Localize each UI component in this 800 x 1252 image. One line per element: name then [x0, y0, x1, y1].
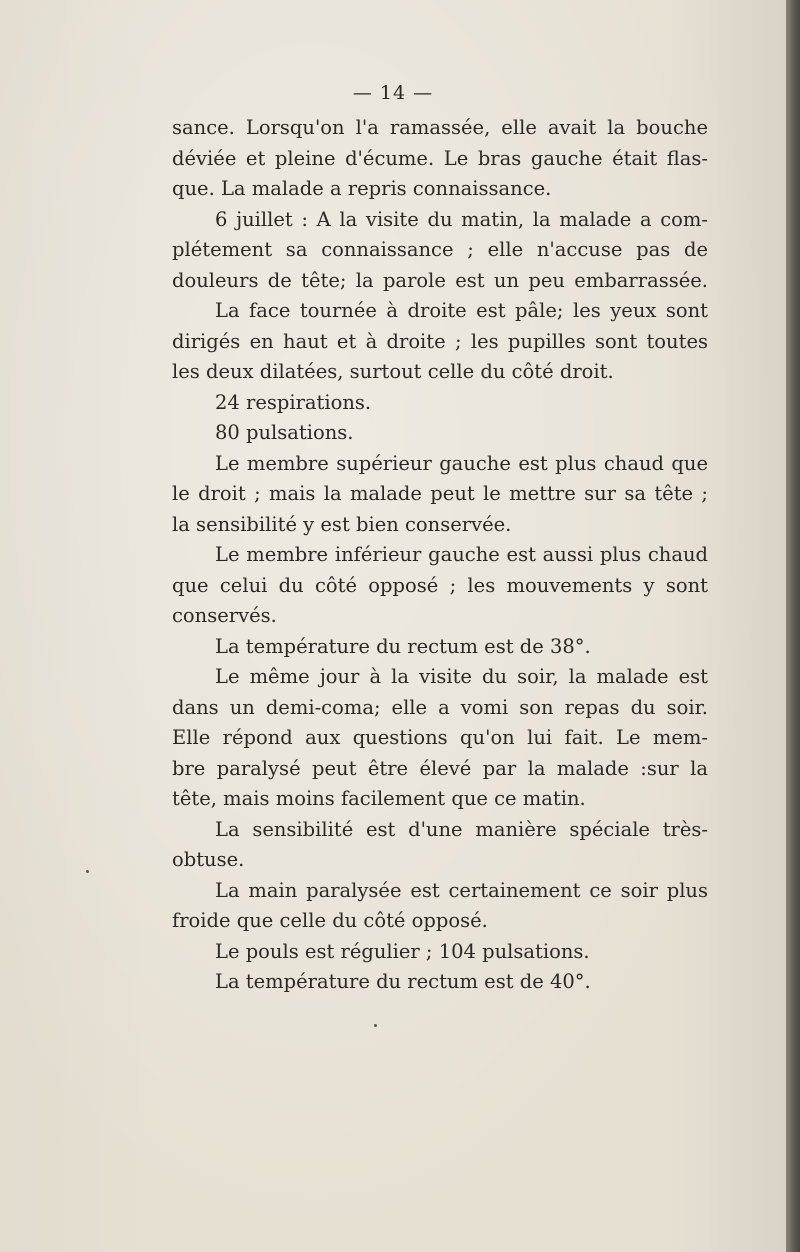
text-line: déviée et pleine d'écume. Le bras gauche était flas- — [172, 146, 708, 170]
ink-speck — [374, 1024, 377, 1027]
text-line: plétement sa connaissance ; elle n'accuse pas de — [172, 238, 708, 261]
text-line: que. La malade a repris connaissance. — [172, 177, 552, 200]
text-line: 24 respirations. — [215, 390, 372, 414]
text-line: Elle répond aux questions qu'on lui fait. Le mem- — [172, 726, 708, 749]
body-text — [172, 113, 708, 998]
text-line: sance. Lorsqu'on l'a ramassée, elle avait la bouche — [172, 116, 708, 139]
text-line: La température du rectum est de 38°. — [215, 634, 591, 658]
text-line: La face tournée à droite est pâle; les yeux sont — [215, 299, 708, 322]
text-line: le droit ; mais la malade peut le mettre sur sa tête ; — [172, 482, 708, 505]
text-line: conservés. — [172, 604, 277, 627]
text-line: dans un demi-coma; elle a vomi son repas du soir. — [172, 695, 708, 719]
book-edge — [786, 0, 800, 1252]
text-line: Le pouls est régulier ; 104 pulsations. — [215, 939, 590, 963]
page-number-header: — 14 — — [352, 82, 434, 104]
text-line: 6 juillet : A la visite du matin, la malade a com- — [215, 207, 708, 231]
text-line: Le membre inférieur gauche est aussi plus chaud — [215, 543, 708, 566]
ink-speck — [86, 870, 89, 873]
text-line: bre paralysé peut être élevé par la malade :sur la — [172, 756, 708, 780]
text-line: les deux dilatées, surtout celle du côté droit. — [172, 360, 614, 383]
text-line: Le même jour à la visite du soir, la malade est — [215, 665, 708, 688]
text-line: La main paralysée est certainement ce soir plus — [215, 878, 708, 902]
text-line: La température du rectum est de 40°. — [215, 970, 591, 993]
text-line: tête, mais moins facilement que ce matin. — [172, 787, 586, 810]
text-line: froide que celle du côté opposé. — [172, 909, 488, 932]
text-line: 80 pulsations. — [215, 421, 354, 444]
text-line: La sensibilité est d'une manière spéciale très- — [215, 817, 708, 841]
text-line: Le membre supérieur gauche est plus chaud que — [215, 451, 708, 475]
text-line: obtuse. — [172, 848, 245, 871]
text-line: douleurs de tête; la parole est un peu embarrassée. — [172, 268, 708, 292]
text-line: que celui du côté opposé ; les mouvements y sont — [172, 573, 708, 597]
text-line: la sensibilité y est bien conservée. — [172, 512, 512, 536]
text-line: dirigés en haut et à droite ; les pupilles sont toutes — [172, 329, 708, 353]
